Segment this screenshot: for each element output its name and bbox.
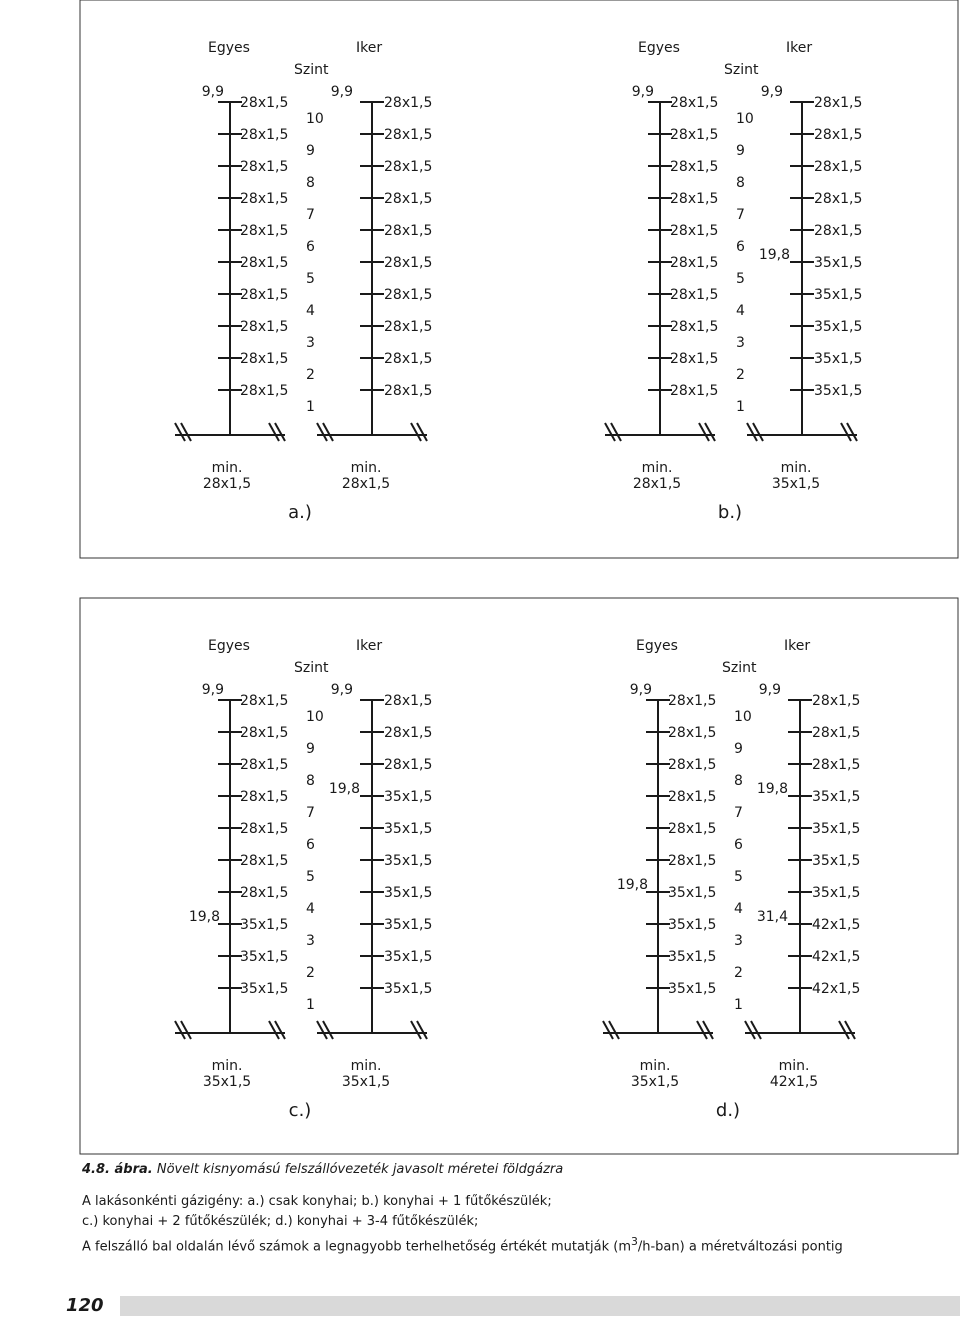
panel-d-floor-9: 9 [734,741,743,757]
panel-b-right-pipe-9: 35x1,5 [814,383,863,399]
caption-line-1: A lakásonkénti gázigény: a.) csak konyhai; b.) konyhai + 1 fűtőkészülék; [82,1194,552,1209]
panel-c-floor-1: 1 [306,997,315,1013]
panel-c-right-pipe-6: 35x1,5 [384,885,433,901]
panel-d-right-min-value: 42x1,5 [769,1074,819,1090]
panel-d-left-pipe-8: 35x1,5 [668,949,717,965]
caption-line-3-b: /h-ban) a méretváltozási pontig [637,1239,843,1255]
panel-d-floor-6: 6 [734,837,743,853]
panel-d-right-top-value: 9,9 [758,682,781,698]
panel-c-left-pipe-1: 28x1,5 [240,725,289,741]
panel-c-left-pipe-0: 28x1,5 [240,693,289,709]
panel-c-left-top-value: 9,9 [201,682,224,698]
panel-d-left-pipe-1: 28x1,5 [668,725,717,741]
panel-b-left-pipe-6: 28x1,5 [670,287,719,303]
panel-c-right-change-value-0: 19,8 [328,781,360,797]
panel-c-left-pipe-6: 28x1,5 [240,885,289,901]
panel-a-left-pipe-2: 28x1,5 [240,159,289,175]
panel-b-floor-8: 8 [736,175,745,191]
panel-b-right-pipe-5: 35x1,5 [814,255,863,271]
panel-a-floor-4: 4 [306,303,315,319]
panel-c-right-pipe-4: 35x1,5 [384,821,433,837]
panel-b-left-pipe-7: 28x1,5 [670,319,719,335]
panel-b-left-top-value: 9,9 [631,84,654,100]
panel-a-right-pipe-5: 28x1,5 [384,255,433,271]
panel-a-left-min-value: 28x1,5 [202,476,252,492]
panel-b-left-pipe-8: 28x1,5 [670,351,719,367]
panel-b-floor-10: 10 [736,111,754,127]
panel-d-left-pipe-7: 35x1,5 [668,917,717,933]
panel-a-left-pipe-7: 28x1,5 [240,319,289,335]
panel-c-floor-9: 9 [306,741,315,757]
panel-a-left-pipe-0: 28x1,5 [240,95,289,111]
panel-b-right-top-value: 9,9 [760,84,783,100]
caption-figure-title: Növelt kisnyomású felszállóvezeték javasolt méretei földgázra [156,1162,564,1177]
panel-c-label-iker: Iker [356,638,383,654]
panel-b-left-pipe-3: 28x1,5 [670,191,719,207]
panel-d-left-top-value: 9,9 [629,682,652,698]
panel-d-right-pipe-6: 35x1,5 [812,885,861,901]
panel-c-right-pipe-0: 28x1,5 [384,693,433,709]
panel-c-right-min-value: 35x1,5 [341,1074,391,1090]
panel-d-floor-2: 2 [734,965,743,981]
panel-c-left-min-label: min. [211,1058,243,1074]
panel-b-floor-3: 3 [736,335,745,351]
panel-d-floor-8: 8 [734,773,743,789]
panel-a-tag: a.) [288,502,312,523]
panel-a-floor-5: 5 [306,271,315,287]
panel-c-floor-4: 4 [306,901,315,917]
panel-d-right-change-value-0: 19,8 [756,781,788,797]
panel-c-left-pipe-7: 35x1,5 [240,917,289,933]
panel-b-left-min-value: 28x1,5 [632,476,682,492]
panel-a-left-pipe-6: 28x1,5 [240,287,289,303]
panel-a-right-top-value: 9,9 [330,84,353,100]
panel-a-right-pipe-0: 28x1,5 [384,95,433,111]
panel-c-left-min-value: 35x1,5 [202,1074,252,1090]
panel-b-right-pipe-7: 35x1,5 [814,319,863,335]
panel-c-left-pipe-2: 28x1,5 [240,757,289,773]
panel-a-floor-10: 10 [306,111,324,127]
panel-b-floor-1: 1 [736,399,745,415]
panel-d-floor-5: 5 [734,869,743,885]
caption-line-3-sup: 3 [630,1235,638,1248]
panel-d-right-pipe-3: 35x1,5 [812,789,861,805]
panel-a-left-pipe-8: 28x1,5 [240,351,289,367]
panel-c-right-pipe-8: 35x1,5 [384,949,433,965]
panel-c-right-pipe-3: 35x1,5 [384,789,433,805]
panel-a-floor-2: 2 [306,367,315,383]
panel-c-left-pipe-4: 28x1,5 [240,821,289,837]
panel-a-left-pipe-4: 28x1,5 [240,223,289,239]
panel-b-left-pipe-2: 28x1,5 [670,159,719,175]
panel-d-left-pipe-0: 28x1,5 [668,693,717,709]
panel-a-floor-7: 7 [306,207,315,223]
panel-d-left-pipe-6: 35x1,5 [668,885,717,901]
panel-c-floor-8: 8 [306,773,315,789]
panel-b-left-pipe-9: 28x1,5 [670,383,719,399]
panel-a-right-min-label: min. [350,460,382,476]
panel-b-floor-2: 2 [736,367,745,383]
panel-b-right-pipe-8: 35x1,5 [814,351,863,367]
panel-c-floor-7: 7 [306,805,315,821]
panel-a-right-pipe-9: 28x1,5 [384,383,433,399]
panel-c-right-pipe-2: 28x1,5 [384,757,433,773]
panel-d-left-pipe-5: 28x1,5 [668,853,717,869]
panel-c-right-pipe-9: 35x1,5 [384,981,433,997]
panel-c-floor-3: 3 [306,933,315,949]
panel-a-right-pipe-7: 28x1,5 [384,319,433,335]
panel-c-tag: c.) [288,1100,312,1121]
panel-a-right-pipe-1: 28x1,5 [384,127,433,143]
figure-caption [82,1160,942,1257]
panel-d-left-pipe-3: 28x1,5 [668,789,717,805]
panel-b-left-pipe-4: 28x1,5 [670,223,719,239]
panel-a-label-szint: Szint [294,62,329,78]
caption-line-2: c.) konyhai + 2 fűtőkészülék; d.) konyhai + 3-4 fűtőkészülék; [82,1214,479,1229]
panel-c-right-top-value: 9,9 [330,682,353,698]
panel-d-right-pipe-4: 35x1,5 [812,821,861,837]
panel-b-right-pipe-3: 28x1,5 [814,191,863,207]
panel-c-right-pipe-5: 35x1,5 [384,853,433,869]
panel-d-left-change-value: 19,8 [616,877,648,893]
panel-c-right-pipe-1: 28x1,5 [384,725,433,741]
panels-layer [175,40,862,1121]
panel-b-right-pipe-6: 35x1,5 [814,287,863,303]
panel-b-right-min-value: 35x1,5 [771,476,821,492]
panel-c-label-szint: Szint [294,660,329,676]
panel-a-left-pipe-1: 28x1,5 [240,127,289,143]
panel-b-right-change-value-0: 19,8 [758,247,790,263]
panel-b-label-iker: Iker [786,40,813,56]
panel-c-left-change-value: 19,8 [188,909,220,925]
panel-b-floor-4: 4 [736,303,745,319]
panel-c-label-egyes: Egyes [208,638,250,654]
panel-a-floor-8: 8 [306,175,315,191]
panel-a-label-iker: Iker [356,40,383,56]
panel-d-right-pipe-1: 28x1,5 [812,725,861,741]
panel-b-right-min-label: min. [780,460,812,476]
panel-c-floor-2: 2 [306,965,315,981]
panel-d-tag: d.) [715,1100,741,1121]
panel-b-right-pipe-2: 28x1,5 [814,159,863,175]
panel-b-right-pipe-1: 28x1,5 [814,127,863,143]
panel-a-left-pipe-9: 28x1,5 [240,383,289,399]
panel-a-left-pipe-3: 28x1,5 [240,191,289,207]
panel-b-right-pipe-0: 28x1,5 [814,95,863,111]
panel-b-floor-5: 5 [736,271,745,287]
caption-line-3-a: A felszálló bal oldalán lévő számok a legnagyobb terhelhetőség értékét mutatják (m [82,1239,631,1255]
panel-a-right-pipe-3: 28x1,5 [384,191,433,207]
panel-b-left-pipe-1: 28x1,5 [670,127,719,143]
panel-b-label-egyes: Egyes [638,40,680,56]
panel-d-left-min-value: 35x1,5 [630,1074,680,1090]
panel-a-floor-9: 9 [306,143,315,159]
page-number: 120 [66,1295,104,1316]
caption-title [82,1160,942,1180]
panel-b-left-min-label: min. [641,460,673,476]
panel-a-right-pipe-8: 28x1,5 [384,351,433,367]
panel-c-left-pipe-8: 35x1,5 [240,949,289,965]
panel-d-label-szint: Szint [722,660,757,676]
panel-d-right-min-label: min. [778,1058,810,1074]
caption-figure-number: 4.8. ábra. [82,1162,153,1177]
panel-b-floor-6: 6 [736,239,745,255]
panel-d-right-pipe-5: 35x1,5 [812,853,861,869]
panel-d-label-iker: Iker [784,638,811,654]
panel-d-right-change-value-1: 31,4 [756,909,788,925]
panel-d-label-egyes: Egyes [636,638,678,654]
panel-d-floor-3: 3 [734,933,743,949]
panel-a-left-min-label: min. [211,460,243,476]
panel-b-label-szint: Szint [724,62,759,78]
panel-b-floor-9: 9 [736,143,745,159]
panel-b-floor-7: 7 [736,207,745,223]
panel-d-floor-7: 7 [734,805,743,821]
panel-d-right-pipe-8: 42x1,5 [812,949,861,965]
panel-b-left-pipe-0: 28x1,5 [670,95,719,111]
panel-a-left-pipe-5: 28x1,5 [240,255,289,271]
panel-c-left-pipe-5: 28x1,5 [240,853,289,869]
panel-d-right-pipe-7: 42x1,5 [812,917,861,933]
panel-a-floor-1: 1 [306,399,315,415]
panel-d-left-pipe-9: 35x1,5 [668,981,717,997]
panel-d-left-min-label: min. [639,1058,671,1074]
panel-d-floor-1: 1 [734,997,743,1013]
panel-a-right-pipe-6: 28x1,5 [384,287,433,303]
panel-a-right-min-value: 28x1,5 [341,476,391,492]
panel-a-label-egyes: Egyes [208,40,250,56]
panel-c-left-pipe-9: 35x1,5 [240,981,289,997]
panel-d-left-pipe-4: 28x1,5 [668,821,717,837]
caption-line-3 [82,1232,942,1257]
panel-d-right-pipe-0: 28x1,5 [812,693,861,709]
panel-c-floor-10: 10 [306,709,324,725]
panel-d-floor-4: 4 [734,901,743,917]
panel-b-tag: b.) [717,502,743,523]
panel-c-floor-5: 5 [306,869,315,885]
panel-c-right-pipe-7: 35x1,5 [384,917,433,933]
panel-c-right-min-label: min. [350,1058,382,1074]
panel-c-floor-6: 6 [306,837,315,853]
footer-bar [0,1296,960,1316]
panel-a-right-pipe-4: 28x1,5 [384,223,433,239]
panel-a-floor-6: 6 [306,239,315,255]
panel-c-left-pipe-3: 28x1,5 [240,789,289,805]
panel-a-left-top-value: 9,9 [201,84,224,100]
panel-d-floor-10: 10 [734,709,752,725]
panel-d-right-pipe-2: 28x1,5 [812,757,861,773]
panel-a-right-pipe-2: 28x1,5 [384,159,433,175]
panel-d-right-pipe-9: 42x1,5 [812,981,861,997]
panel-b-left-pipe-5: 28x1,5 [670,255,719,271]
panel-b-right-pipe-4: 28x1,5 [814,223,863,239]
panel-d-left-pipe-2: 28x1,5 [668,757,717,773]
panel-a-floor-3: 3 [306,335,315,351]
